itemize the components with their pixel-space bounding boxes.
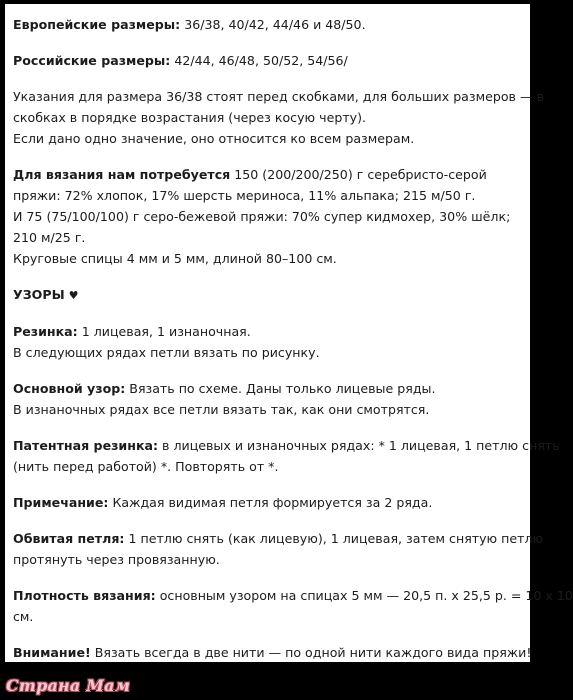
- gauge: [13, 585, 573, 627]
- rib-pattern-label: Резинка:: [13, 324, 78, 339]
- gauge-text-1: основным узором на спицах 5 мм — 20,5 п. х 25,5 р. = 10 х 10: [155, 588, 573, 603]
- heart-icon: ♥: [68, 289, 79, 302]
- russian-sizes: [13, 50, 523, 71]
- document-page: [5, 4, 573, 662]
- attention-text: Вязать всегда в две нити — по одной нити каждого вида пряжи!: [90, 645, 532, 660]
- main-pattern-label: Основной узор:: [13, 381, 126, 396]
- site-watermark: Страна Мам: [6, 676, 131, 695]
- main-pattern: [13, 378, 523, 420]
- note: [13, 492, 523, 513]
- attention: [13, 642, 532, 663]
- document-content: [13, 14, 573, 678]
- russian-sizes-value: 42/44, 46/48, 50/52, 54/56/: [170, 53, 348, 68]
- patterns-heading: [13, 284, 523, 306]
- gauge-label: Плотность вязания:: [13, 588, 156, 603]
- twisted-stitch-text-2: протянуть через провязанную.: [13, 552, 220, 567]
- fisherman-rib-text-2: (нить перед работой) *. Повторять от *.: [13, 459, 279, 474]
- size-instructions: [13, 86, 544, 149]
- materials-needles: Круговые спицы 4 мм и 5 мм, длиной 80–100 см.: [13, 251, 337, 266]
- size-instructions-line-3: Если дано одно значение, оно относится ко всем размерам.: [13, 131, 415, 146]
- rib-pattern-text-1: 1 лицевая, 1 изнаночная.: [77, 324, 251, 339]
- twisted-stitch-text-1: 1 петлю снять (как лицевую), 1 лицевая, затем снятую петлю: [124, 531, 544, 546]
- rib-pattern-text-2: В следующих рядах петли вязать по рисунку.: [13, 345, 320, 360]
- twisted-stitch: [13, 528, 544, 570]
- fisherman-rib-text-1: в лицевых и изнаночных рядах: * 1 лицевая, 1 петлю снять: [158, 438, 560, 453]
- european-sizes: [13, 14, 523, 35]
- main-pattern-text-1: Вязать по схеме. Даны только лицевые ряды.: [125, 381, 436, 396]
- patterns-heading-label: УЗОРЫ: [13, 287, 65, 302]
- european-sizes-label: Европейские размеры:: [13, 17, 181, 32]
- materials-yarn-2: И 75 (75/100/100) г серо-бежевой пряжи: 70% супер кидмохер, 30% шёлк; 210 м/25 г.: [13, 209, 511, 245]
- gauge-text-2: см.: [13, 609, 34, 624]
- attention-label: Внимание!: [13, 645, 91, 660]
- rib-pattern: [13, 321, 523, 363]
- fisherman-rib-label: Патентная резинка:: [13, 438, 159, 453]
- european-sizes-value: 36/38, 40/42, 44/46 и 48/50.: [180, 17, 366, 32]
- materials-label: Для вязания нам потребуется: [13, 167, 231, 182]
- size-instructions-line-1: Указания для размера 36/38 стоят перед скобками, для больших размеров — в: [13, 89, 544, 104]
- russian-sizes-label: Российские размеры:: [13, 53, 171, 68]
- fisherman-rib: [13, 435, 560, 477]
- main-pattern-text-2: В изнаночных рядах все петли вязать так, как они смотрятся.: [13, 402, 430, 417]
- size-instructions-line-2: скобках в порядке возрастания (через косую черту).: [13, 110, 367, 125]
- note-text: Каждая видимая петля формируется за 2 ряда.: [108, 495, 433, 510]
- materials-yarn-1: 150 (200/200/250) г серебристо-серой пряжи: 72% хлопок, 17% шерсть мериноса, 11% альпака; 215 м/50 г.: [13, 167, 487, 203]
- materials: [13, 164, 523, 269]
- note-label: Примечание:: [13, 495, 109, 510]
- twisted-stitch-label: Обвитая петля:: [13, 531, 125, 546]
